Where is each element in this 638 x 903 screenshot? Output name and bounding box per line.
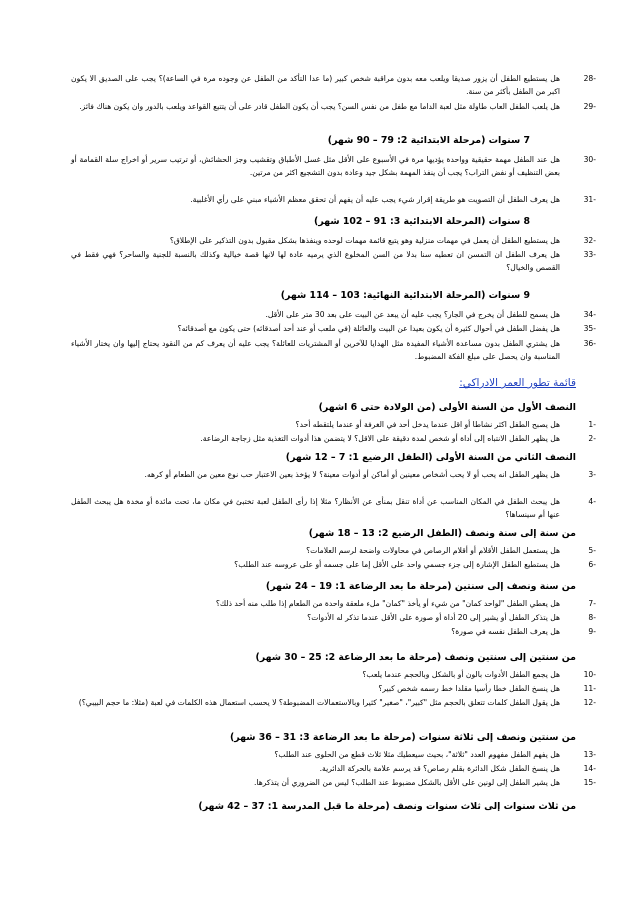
item-number: -4	[588, 497, 596, 506]
list-item	[71, 72, 596, 98]
list-item	[71, 418, 596, 431]
item-text: هل يظهر الطفل انه يحب أو لا يحب أشخاص معينين أو أماكن أو أدوات معينة؟ لا يؤخذ بعين الاعتبار حب نوع معين من الطعام أو كرهه.	[144, 470, 560, 479]
item-text: هل يبحث الطفل في المكان المناسب عن أداة تنقل بمنأى عن الأنظار؟ مثلا إذا رأى الطفل لعبة تختبئ في مكان ما، تحت مائدة أو مخدة هل يبحث الطفل عنها أم سينساها؟	[71, 497, 560, 520]
item-number: -3	[588, 470, 596, 479]
item-text: هل يستطيع الطفل أن يزور صديقا ويلعب معه بدون مراقبة شخص كبير (ما عدا التأكد من الطفل عن وجوده مرة في الساعة)؟ يجب على الصديق الا يكون اكبر من الطفل بأكثر من سنة.	[71, 74, 560, 97]
list-item	[71, 193, 596, 206]
list-item	[71, 234, 596, 247]
list-item	[71, 432, 596, 445]
item-text: هل ينسخ الطفل خطا رأسيا مقلدا خط رسمه شخص كبير؟	[378, 684, 560, 693]
item-number: -11	[583, 684, 596, 693]
section-heading-13-18-months: من سنة إلى سنة ونصف (الطفل الرضيع 2: 13 – 18 شهر)	[308, 528, 576, 539]
list-item	[71, 682, 596, 695]
item-number: -33	[583, 250, 596, 259]
item-text: هل يعطي الطفل "لواحد كمان" من شيء أو يأخذ "كمان" ملء ملعقة واحدة من الطعام إذا طلب منه أحد ذلك؟	[215, 599, 560, 608]
list-item	[71, 322, 596, 335]
item-number: -10	[583, 670, 596, 679]
item-number: -1	[588, 420, 596, 429]
section-heading-first-half: النصف الأول من السنة الأولى (من الولادة حتى 6 اشهر)	[318, 402, 576, 413]
item-text: هل يجمع الطفل الأدوات بالون أو بالشكل وبالحجم عندما يلعب؟	[362, 670, 560, 679]
list-item	[71, 248, 596, 274]
item-number: -30	[583, 155, 596, 164]
item-text: هل يقول الطفل كلمات تتعلق بالحجم مثل "كبير"، "صغير" كثيرا وبالاستعمالات المضبوطة؟ لا يحسب استعمال هذه الكلمات في لعبة (مثلا: ما حجم البيبي؟)	[78, 698, 560, 707]
item-text: هل يستطيع الطفل أن يعمل في مهمات منزلية وهو يتبع قائمة مهمات لوحده وينفذها بشكل مقبول بدون التذكير على الإطلاق؟	[169, 236, 560, 245]
item-number: -14	[583, 764, 596, 773]
item-number: -34	[583, 310, 596, 319]
item-number: -8	[588, 613, 596, 622]
item-text: هل ينسخ الطفل شكل الدائرة بقلم رصاص؟ قد يرسم علامة بالحركة الدائرية.	[319, 764, 560, 773]
item-number: -29	[583, 102, 596, 111]
item-number: -35	[583, 324, 596, 333]
item-text: هل يتذكر الطفل أو يشير إلى 20 أداة أو صورة على الأقل عندما تذكر له الأدوات؟	[307, 613, 560, 622]
item-number: -6	[588, 560, 596, 569]
list-item	[71, 495, 596, 521]
list-item	[71, 748, 596, 761]
item-text: هل يلعب الطفل العاب طاولة مثل لعبة الداما مع طفل من نفس السن؟ يجب أن يكون الطفل قادر على أن يتتبع القواعد ويلعب بالدور وان يكون هناك فائز.	[79, 102, 560, 111]
item-number: -9	[588, 627, 596, 636]
section-heading-7-years: 7 سنوات (مرحلة الابتدائية 2: 79 – 90 شهر)	[327, 135, 530, 146]
item-text: هل يصبح الطفل اكثر نشاطا أو اقل عندما يدخل أحد في الغرفة أو عندما يلتقطه أحد؟	[295, 420, 560, 429]
list-item	[71, 762, 596, 775]
item-number: -15	[583, 778, 596, 787]
list-item	[71, 611, 596, 624]
item-text: هل يشتري الطفل بدون مساعدة الأشياء المفيدة مثل الهدايا للآخرين أو المشتريات للعائلة؟ يجب عليه أن يعرف كم من النقود يحتاج إليها وان يختار الأشياء المناسبة وان يحصل على مبلغ الفكة المضبوط.	[71, 339, 560, 362]
item-text: هل يعرف الطفل أن التصويت هو طريقة إقرار شيء يجب عليه أن يفهم أن تحقق معظم الأشياء مبني على رأي الأغلبية.	[190, 195, 560, 204]
list-item	[71, 468, 596, 481]
list-item	[71, 597, 596, 610]
item-text: هل يشير الطفل إلى لونين على الأقل بالشكل مضبوط عند الطلب؟ ليس من الضروري أن يتذكرها.	[254, 778, 560, 787]
section-heading-25-30-months: من سنتين إلى سنتين ونصف (مرحلة ما بعد الرضاعة 2: 25 – 30 شهر)	[255, 652, 576, 663]
item-text: هل يسمح للطفل أن يخرج في الجار؟ يجب عليه أن يبعد عن البيت على بعد 30 متر على الأقل.	[265, 310, 560, 319]
list-item	[71, 153, 596, 179]
item-text: هل يعرف الطفل ان التمسن ان تعطيه سنا بدلا من السن المخلوع الذي يرميه عادة لها لانها قصة خيالية وكذلك بالنسبة للجنية والساحر؟ فهي فقط في القصص والخيال؟	[71, 250, 560, 273]
list-item	[71, 696, 596, 709]
item-number: -2	[588, 434, 596, 443]
item-text: هل يستعمل الطفل الأقلام أو أقلام الرصاص في محاولات واضحة لرسم العلامات؟	[306, 546, 560, 555]
list-item	[71, 544, 596, 557]
section-heading-9-years: 9 سنوات (المرحلة الابتدائية النهائية: 103 – 114 شهر)	[280, 290, 530, 301]
list-item	[71, 558, 596, 571]
item-number: -5	[588, 546, 596, 555]
item-text: هل يفضل الطفل في أحوال كثيرة أن يكون بعيدا عن البيت والعائلة (في ملعب أو عند أحد أصدقائه) حتى يكون مع أصدقائه؟	[177, 324, 560, 333]
item-number: -13	[583, 750, 596, 759]
list-item	[71, 776, 596, 789]
item-number: -28	[583, 74, 596, 83]
list-title-link[interactable]: قائمة تطور العمر الادراكي:	[459, 377, 576, 389]
section-heading-31-36-months: من سنتين ونصف إلى ثلاثة سنوات (مرحلة ما بعد الرضاعة 3: 31 – 36 شهر)	[229, 732, 576, 743]
item-text: هل يعرف الطفل نفسه في صورة؟	[451, 627, 560, 636]
item-text: هل يفهم الطفل مفهوم العدد "ثلاثة"، بحيث سيعطيك مثلا ثلاث قطع من الحلوى عند الطلب؟	[274, 750, 560, 759]
section-heading-8-years: 8 سنوات (المرحلة الابتدائية 3: 91 – 102 شهر)	[314, 216, 530, 227]
item-number: -12	[583, 698, 596, 707]
section-heading-37-42-months: من ثلاث سنوات إلى ثلاث سنوات ونصف (مرحلة ما قبل المدرسة 1: 37 – 42 شهر)	[198, 801, 576, 812]
item-number: -36	[583, 339, 596, 348]
list-item	[71, 100, 596, 113]
item-text: هل يظهر الطفل الانتباه إلى أداة أو شخص لمدة دقيقة على الاقل؟ لا يتضمن هذا أدوات التغذية مثل زجاجة الرضاعة.	[200, 434, 560, 443]
list-item	[71, 625, 596, 638]
item-text: هل يستطيع الطفل الإشارة إلى جزء جسمي واحد على الأقل إما على جسمه أو على عروسه عند الطلب؟	[234, 560, 560, 569]
list-item	[71, 308, 596, 321]
list-item	[71, 337, 596, 363]
section-heading-second-half: النصف الثاني من السنة الأولى (الطفل الرضيع 1: 7 – 12 شهر)	[285, 452, 576, 463]
item-number: -32	[583, 236, 596, 245]
item-number: -7	[588, 599, 596, 608]
section-heading-19-24-months: من سنة ونصف إلى سنتين (مرحلة ما بعد الرضاعة 1: 19 – 24 شهر)	[265, 581, 576, 592]
list-item	[71, 668, 596, 681]
item-number: -31	[583, 195, 596, 204]
item-text: هل عند الطفل مهمة حقيقية وواحدة يؤديها مرة في الأسبوع على الأقل مثل غسل الأطباق وتقشيب وجز الحشائش، أو ترتيب سرير أو اخراج سلة القمامة أو بعض التنظيف أو نفض التراب؟ يجب أن ينفذ المهمة بشكل جيد وعادة بدون التشجيع اكثر من مرتين.	[71, 155, 560, 178]
